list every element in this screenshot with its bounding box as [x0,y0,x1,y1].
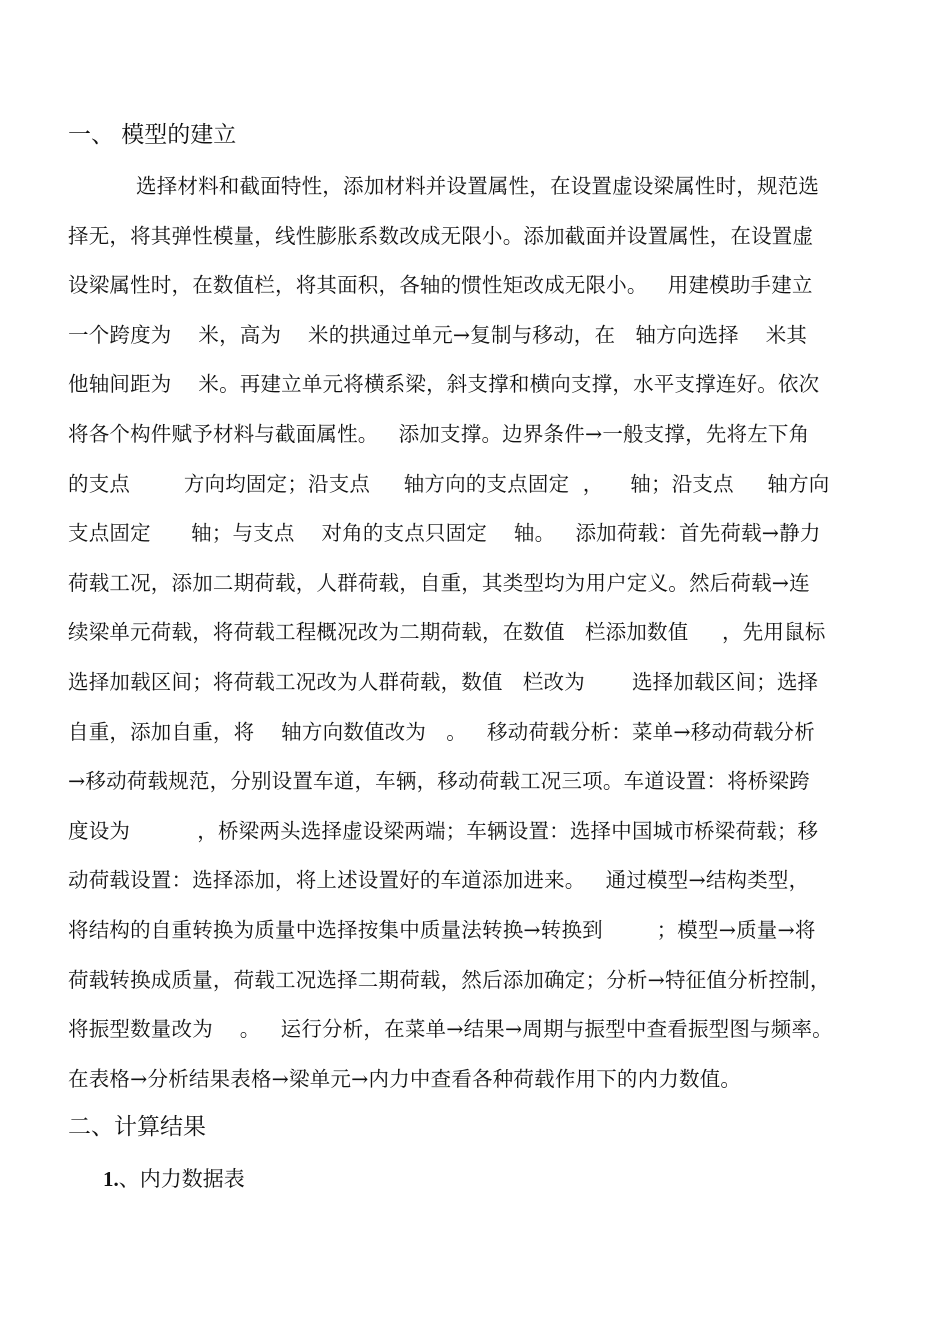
section-heading-results: 二、计算结果 [68,1114,206,1140]
paragraph-line: 将结构的自重转换为质量中选择按集中质量法转换→转换到 ；模型→质量→将 [68,917,816,942]
paragraph-line: 自重，添加自重，将 轴方向数值改为 。 移动荷载分析：菜单→移动荷载分析 [68,719,815,744]
subsection-heading-internal-force-table [103,1163,245,1193]
paragraph-line: 选择加载区间；将荷载工况改为人群荷载，数值 栏改为 选择加载区间；选择 [68,669,819,694]
paragraph-line: 荷载转换成质量，荷载工况选择二期荷载，然后添加确定；分析→特征值分析控制， [68,967,831,992]
paragraph-line: 续梁单元荷载，将荷载工程概况改为二期荷载，在数值 栏添加数值 ，先用鼠标 [68,620,826,645]
paragraph-line: 设梁属性时，在数值栏，将其面积，各轴的惯性矩改成无限小。 用建模助手建立 [68,273,813,298]
subsection-number: 1. [103,1167,119,1191]
paragraph-line: 荷载工况，添加二期荷载，人群荷载，自重，其类型均为用户定义。然后荷载→连 [68,570,810,595]
paragraph-line: 支点固定 轴；与支点 对角的支点只固定 轴。 添加荷载：首先荷载→静力 [68,521,821,546]
paragraph-line: →移动荷载规范，分别设置车道，车辆，移动荷载工况三项。车道设置：将桥梁跨 [68,769,810,794]
paragraph-line: 择无，将其弹性模量，线性膨胀系数改成无限小。添加截面并设置属性，在设置虚 [68,223,814,248]
paragraph-line: 一个跨度为 米，高为 米的拱通过单元→复制与移动，在 轴方向选择 米其 [68,322,808,347]
paragraph-line: 将各个构件赋予材料与截面属性。 添加支撑。边界条件→一般支撑，先将左下角 [68,421,810,446]
paragraph-line: 选择材料和截面特性，添加材料并设置属性，在设置虚设梁属性时，规范选 [136,174,820,198]
paragraph-line: 将振型数量改为 。 运行分析，在菜单→结果→周期与振型中查看振型图与频率。 [68,1017,833,1042]
subsection-title: 、内力数据表 [118,1167,245,1191]
section-heading-model-building: 一、 模型的建立 [68,122,237,148]
paragraph-line: 度设为 ，桥梁两头选择虚设梁两端；车辆设置：选择中国城市桥梁荷载；移 [68,818,819,843]
body-paragraph [68,162,882,1104]
paragraph-line: 的支点 方向均固定；沿支点 轴方向的支点固定 ， 轴；沿支点 轴方向 [68,471,830,496]
paragraph-line: 他轴间距为 米。再建立单元将横系梁，斜支撑和横向支撑，水平支撑连好。依次 [68,372,820,397]
paragraph-line: 动荷载设置：选择添加，将上述设置好的车道添加进来。 通过模型→结构类型， [68,868,810,893]
paragraph-line: 在表格→分析结果表格→梁单元→内力中查看各种荷载作用下的内力数值。 [68,1066,742,1091]
